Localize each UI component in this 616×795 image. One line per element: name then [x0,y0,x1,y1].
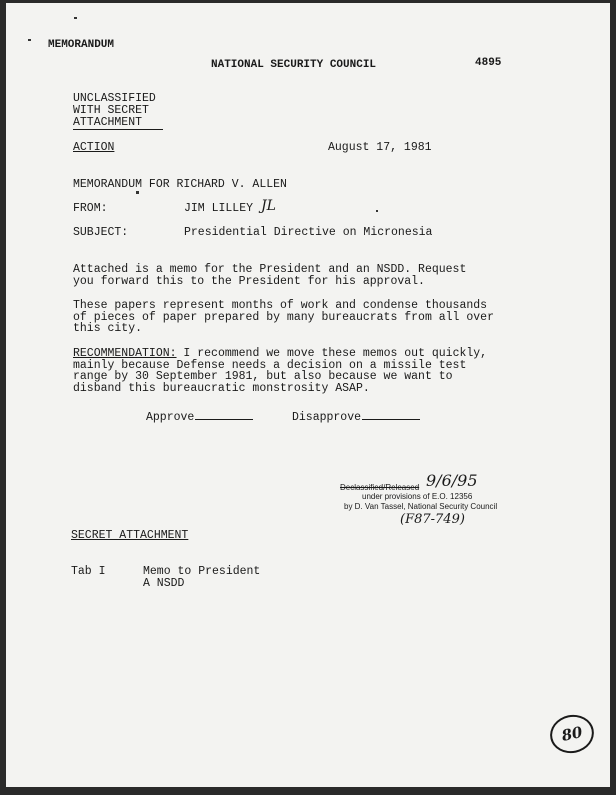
page-mark: 80 [559,723,585,745]
subject-label: SUBJECT: [73,226,129,239]
scan-speck-3 [376,210,378,212]
disapprove-label: Disapprove [292,411,362,424]
subject-value: Presidential Directive on Micronesia [184,226,433,239]
scan-speck-1 [74,17,77,19]
document-number: 4895 [475,57,502,69]
attachment-item-2: A NSDD [143,577,185,590]
recommendation-text-rest: mainly because Defense needs a decision on a missile test range by 30 September 1981, but also because we want to disband this bureaucratic monstrosity ASAP. [73,358,467,395]
approve-signature-line [195,409,253,420]
memo-date: August 17, 1981 [328,141,432,154]
classification-line-2: WITH SECRET [73,104,149,117]
memorandum-label: MEMORANDUM [48,39,115,51]
memo-for: MEMORANDUM FOR RICHARD V. ALLEN [73,178,287,191]
scan-speck-4 [28,39,31,41]
approve-label: Approve [146,411,195,424]
from-initials: JL [261,198,276,214]
secret-attachment-label: SECRET ATTACHMENT [71,529,189,542]
declass-stamp-line-3: by D. Van Tassel, National Security Council [344,502,498,511]
disapprove-option [292,409,420,424]
paragraph-2: These papers represent months of work and condense thousands of pieces of paper prepared by many bureaucrats from all over this city. [73,299,494,335]
attachment-item-1: Memo to President [143,565,261,578]
paragraph-1: Attached is a memo for the President and an NSDD. Request you forward this to the President for his approval. [73,263,467,288]
agency-name: NATIONAL SECURITY COUNCIL [211,59,377,71]
recommendation-label: RECOMMENDATION: [73,347,177,360]
memo-page [6,3,610,787]
recommendation-text-first: I recommend we move these memos out quickly, [176,347,488,360]
action-label: ACTION [73,141,115,154]
declass-hand-ref: (F87-749) [400,512,465,527]
declass-hand-date: 9/6/95 [426,471,478,490]
disapprove-signature-line [362,409,420,420]
from-label: FROM: [73,202,108,215]
declass-stamp-line-1: Declassified/Released [340,483,420,492]
scan-speck-2 [136,191,139,194]
classification-line-1: UNCLASSIFIED [73,92,156,105]
approve-option [146,409,253,424]
page-mark-circle [547,711,598,757]
classification-line-3: ATTACHMENT [73,117,163,130]
declass-stamp-line-2: under provisions of E.O. 12356 [362,492,473,501]
recommendation-paragraph [73,348,543,394]
attachment-tab: Tab I [71,565,106,578]
from-value: JIM LILLEY [184,202,254,215]
